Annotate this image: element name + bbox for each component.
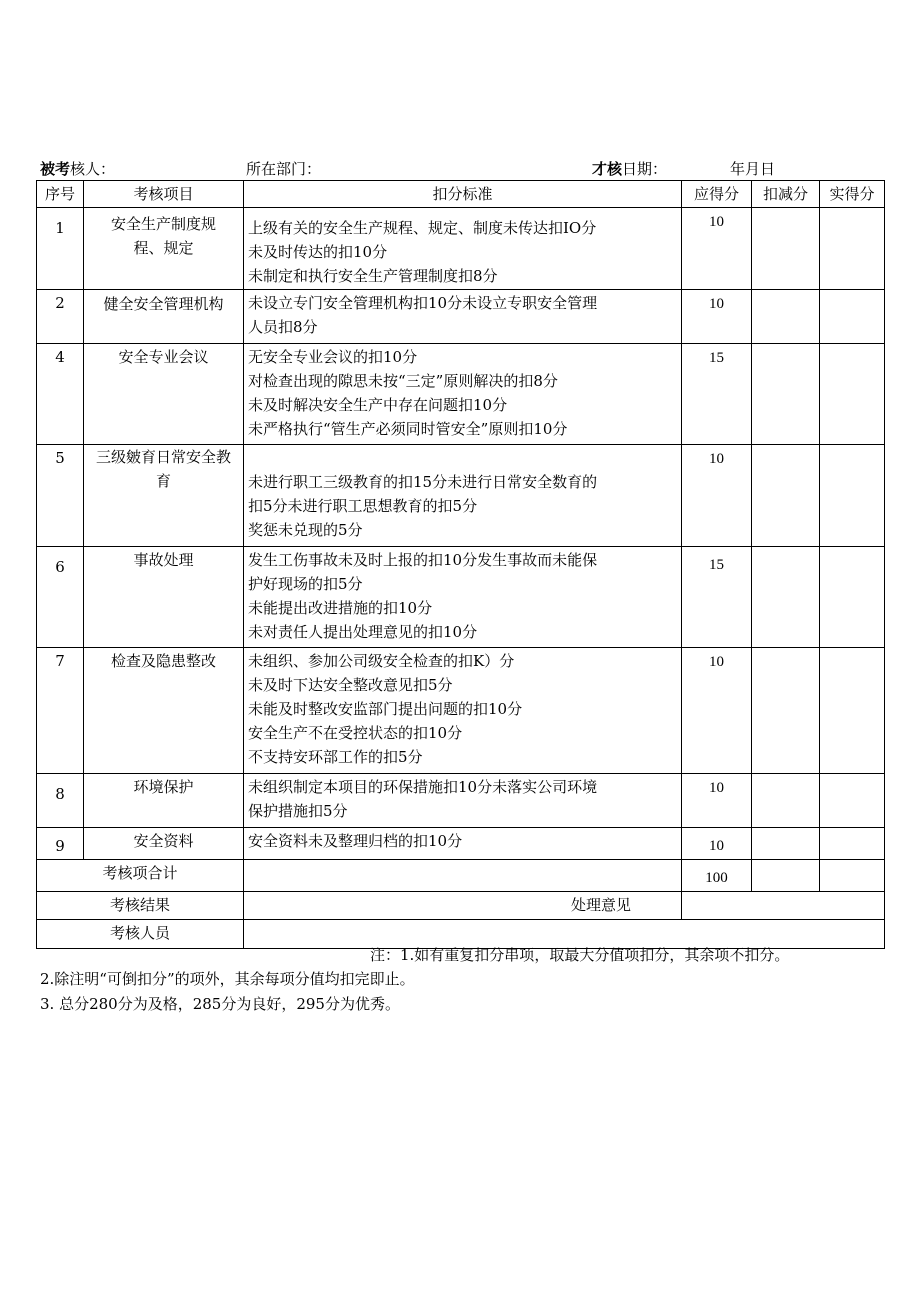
standard-line: 发生工伤事故未及时上报的扣10分发生事故而未能保 — [248, 551, 598, 569]
result-row — [37, 892, 885, 920]
standard-line: 未制定和执行安全生产管理制度扣8分 — [248, 267, 498, 285]
row-index: 5 — [37, 445, 84, 547]
note-line-3: 3. 总分280分为及格，285分为良好，295分为优秀。 — [40, 995, 400, 1013]
col-standard-header: 扣分标准 — [244, 181, 682, 208]
row-standard — [244, 290, 682, 344]
table-row — [37, 547, 885, 648]
table-header-row — [37, 181, 885, 208]
total-row — [37, 860, 885, 892]
date-label — [592, 158, 667, 179]
standard-line: 奖惩未兑现的5分 — [248, 521, 363, 539]
standard-line: 未对责任人提出处理意见的扣10分 — [248, 623, 478, 641]
standard-line: 对检查出现的隙思未按“三定”原则解决的扣8分 — [248, 372, 558, 390]
total-actual-cell[interactable] — [820, 860, 885, 892]
row-item: 安全生产制度规程、规定 — [84, 208, 244, 290]
row-deduction-cell[interactable] — [752, 774, 820, 828]
col-full-score-header: 应得分 — [682, 181, 752, 208]
row-actual-cell[interactable] — [820, 774, 885, 828]
table-row — [37, 445, 885, 547]
table-row — [37, 648, 885, 774]
row-standard — [244, 208, 682, 290]
standard-line: 无安全专业会议的扣10分 — [248, 348, 418, 366]
examinee-label-rest: 核人： — [70, 160, 116, 178]
date-label-rest: 日期： — [622, 160, 668, 178]
standard-line: 未设立专门安全管理机构扣10分未设立专职安全管理 — [248, 294, 598, 312]
row-score: 15 — [682, 344, 752, 445]
standard-line: 安全生产不在受控状态的扣10分 — [248, 724, 463, 742]
standard-line: 人员扣8分 — [248, 318, 318, 336]
table-row — [37, 344, 885, 445]
row-standard — [244, 344, 682, 445]
date-value: 年月日 — [730, 160, 776, 178]
table-row — [37, 290, 885, 344]
standard-line: 不支持安环部工作的扣5分 — [248, 748, 423, 766]
standard-line: 未进行职工三级教育的扣15分未进行日常安全数育的 — [248, 473, 598, 491]
col-deduction-header: 扣减分 — [752, 181, 820, 208]
row-actual-cell[interactable] — [820, 290, 885, 344]
standard-line: 未能及时整改安监部门提出问题的扣10分 — [248, 700, 523, 718]
examinee-label-bold: 被考 — [40, 160, 71, 178]
row-item: 三级皴育日常安全教育 — [84, 445, 244, 547]
row-actual-cell[interactable] — [820, 648, 885, 774]
assessment-table — [36, 180, 885, 949]
row-item: 安全资料 — [84, 828, 244, 860]
standard-line: 未组织制定本项目的环保措施扣10分未落实公司环境 — [248, 778, 598, 796]
table-row — [37, 208, 885, 290]
department-label: 所在部门： — [246, 160, 322, 178]
note-line-2: 2.除注明“可倒扣分”的项外，其余每项分值均扣完即止。 — [40, 970, 415, 988]
row-deduction-cell[interactable] — [752, 208, 820, 290]
row-standard — [244, 648, 682, 774]
row-deduction-cell[interactable] — [752, 290, 820, 344]
row-standard — [244, 547, 682, 648]
total-score: 100 — [682, 860, 752, 892]
row-score: 10 — [682, 774, 752, 828]
row-index: 8 — [37, 774, 84, 828]
standard-line: 上级有关的安全生产规程、规定、制度未传达扣IO分 — [248, 219, 597, 237]
standard-line: 未组织、参加公司级安全检查的扣K）分 — [248, 652, 515, 670]
row-index: 7 — [37, 648, 84, 774]
note-line-1: 注：1.如有重复扣分串项，取最大分值项扣分，其余项不扣分。 — [370, 946, 790, 964]
standard-line: 扣5分未进行职工思想教育的扣5分 — [248, 497, 478, 515]
row-standard — [244, 445, 682, 547]
standard-line: 护好现场的扣5分 — [248, 575, 363, 593]
opinion-label: 处理意见 — [244, 892, 682, 920]
row-score: 10 — [682, 208, 752, 290]
standard-line: 未能提出改进措施的扣10分 — [248, 599, 433, 617]
row-deduction-cell[interactable] — [752, 547, 820, 648]
col-index-header: 序号 — [37, 181, 84, 208]
row-deduction-cell[interactable] — [752, 648, 820, 774]
col-actual-header: 实得分 — [820, 181, 885, 208]
row-index: 2 — [37, 290, 84, 344]
standard-line: 未严格执行“管生产必须同时管安全”原则扣10分 — [248, 420, 568, 438]
standard-line: 未及时传达的扣10分 — [248, 243, 388, 261]
row-deduction-cell[interactable] — [752, 828, 820, 860]
row-score: 10 — [682, 648, 752, 774]
standard-line: 未及时下达安全整改意见扣5分 — [248, 676, 453, 694]
row-item: 安全专业会议 — [84, 344, 244, 445]
standard-line: 安全资料未及整理归档的扣10分 — [248, 832, 463, 850]
row-item: 健全安全管理机构 — [84, 290, 244, 344]
col-item-header: 考核项目 — [84, 181, 244, 208]
row-deduction-cell[interactable] — [752, 344, 820, 445]
row-standard — [244, 828, 682, 860]
row-actual-cell[interactable] — [820, 547, 885, 648]
total-deduction-cell[interactable] — [752, 860, 820, 892]
row-actual-cell[interactable] — [820, 828, 885, 860]
row-standard — [244, 774, 682, 828]
reviewers-label: 考核人员 — [37, 920, 244, 949]
total-label: 考核项合计 — [37, 860, 244, 892]
row-index: 6 — [37, 547, 84, 648]
date-label-bold: 才核 — [592, 160, 623, 178]
total-standard-cell — [244, 860, 682, 892]
row-score: 10 — [682, 290, 752, 344]
standard-line: 保护措施扣5分 — [248, 802, 348, 820]
row-actual-cell[interactable] — [820, 445, 885, 547]
examinee-label — [40, 158, 115, 179]
row-index: 1 — [37, 208, 84, 290]
row-item: 事故处理 — [84, 547, 244, 648]
row-actual-cell[interactable] — [820, 344, 885, 445]
result-label: 考核结果 — [37, 892, 244, 920]
row-item: 环境保护 — [84, 774, 244, 828]
row-deduction-cell[interactable] — [752, 445, 820, 547]
table-row — [37, 828, 885, 860]
row-score: 10 — [682, 828, 752, 860]
row-actual-cell[interactable] — [820, 208, 885, 290]
opinion-value-cell[interactable] — [682, 892, 885, 920]
standard-line — [248, 446, 678, 470]
row-index: 9 — [37, 828, 84, 860]
row-index: 4 — [37, 344, 84, 445]
standard-line: 未及时解决安全生产中存在问题扣10分 — [248, 396, 508, 414]
table-row — [37, 774, 885, 828]
row-score: 15 — [682, 547, 752, 648]
row-item: 检查及隐患整改 — [84, 648, 244, 774]
row-score: 10 — [682, 445, 752, 547]
